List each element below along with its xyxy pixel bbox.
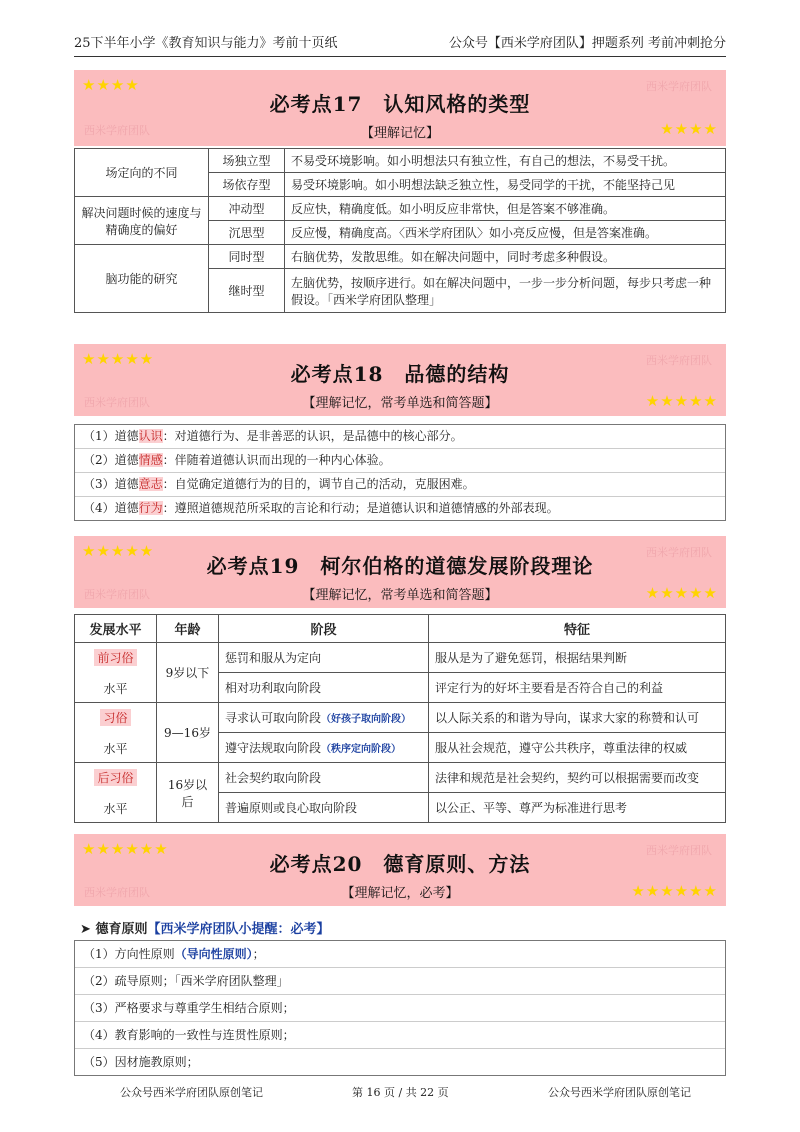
watermark-text: 西米学府团队	[646, 546, 712, 559]
stars-left: ★★★★	[82, 76, 140, 94]
stars-right: ★★★★★	[645, 584, 718, 602]
feature-cell: 以人际关系的和谐为导向，谋求大家的称赞和认可	[429, 703, 726, 733]
desc-cell: 右脑优势，发散思维。如在解决问题中，同时考虑多种假设。	[285, 245, 726, 269]
type-cell: 沉思型	[209, 221, 285, 245]
list-item: （4）道德行为：遵照道德规范所采取的言论和行动；是道德认识和道德情感的外部表现。	[83, 501, 559, 515]
stage-cell: 普遍原则或良心取向阶段	[219, 793, 429, 823]
watermark-text: 西米学府团队	[84, 124, 150, 137]
stars-right: ★★★★★★	[631, 882, 718, 900]
list-item: （4）教育影响的一致性与连贯性原则；	[75, 1022, 725, 1049]
section-title: 必考点19 柯尔伯格的道德发展阶段理论	[206, 554, 594, 578]
feature-cell: 评定行为的好坏主要看是否符合自己的利益	[429, 673, 726, 703]
type-cell: 冲动型	[209, 197, 285, 221]
list-item: （3）道德意志：自觉确定道德行为的目的，调节自己的活动，克服困难。	[75, 473, 725, 497]
stars-left: ★★★★★	[82, 542, 155, 560]
level-cell: 后习俗 水平	[75, 763, 157, 823]
list-item: （2）疏导原则；「西米学府团队整理」	[75, 968, 725, 995]
age-cell: 9岁以下	[157, 643, 219, 703]
col-header: 特征	[429, 615, 726, 643]
level-cell: 习俗 水平	[75, 703, 157, 763]
section-title: 必考点17 认知风格的类型	[269, 92, 531, 116]
type-cell: 同时型	[209, 245, 285, 269]
desc-cell: 反应快，精确度低。如小明反应非常快，但是答案不够准确。	[285, 197, 726, 221]
banner-sec19	[74, 536, 726, 608]
footer-right: 公众号西米学府团队原创笔记	[548, 1086, 691, 1099]
col-header: 阶段	[219, 615, 429, 643]
level-cell: 前习俗 水平	[75, 643, 157, 703]
header-right: 公众号【西米学府团队】押题系列 考前冲刺抢分	[448, 36, 726, 51]
banner-sec17	[74, 70, 726, 146]
desc-cell: 左脑优势，按顺序进行。如在解决问题中，一步一步分析问题，每步只考虑一种假设。「西米学府团队整理」	[285, 269, 726, 313]
banner-sec18	[74, 344, 726, 416]
watermark-text: 西米学府团队	[84, 886, 150, 899]
feature-cell: 以公正、平等、尊严为标准进行思考	[429, 793, 726, 823]
kohlberg-table	[74, 614, 726, 823]
footer-left: 公众号西米学府团队原创笔记	[120, 1086, 263, 1099]
section-subtitle: 【理解记忆，常考单选和简答题】	[302, 396, 498, 411]
stars-right: ★★★★	[660, 120, 718, 138]
age-cell: 9—16岁	[157, 703, 219, 763]
banner-sec20	[74, 834, 726, 906]
stage-cell: 遵守法规取向阶段（秩序定向阶段）	[219, 733, 429, 763]
moral-structure-box	[74, 424, 726, 521]
stars-left: ★★★★★★	[82, 840, 169, 858]
type-cell: 场独立型	[209, 149, 285, 173]
section-title: 必考点18 品德的结构	[290, 362, 510, 386]
list-item: （5）因材施教原则；	[83, 1055, 199, 1069]
list-item: （2）道德情感：伴随着道德认识而出现的一种内心体验。	[75, 449, 725, 473]
bullet-note: 【西米学府团队小提醒：必考】	[147, 922, 330, 937]
watermark-text: 西米学府团队	[646, 354, 712, 367]
cat-cell: 脑功能的研究	[75, 245, 209, 313]
stage-cell: 惩罚和服从为定向	[219, 643, 429, 673]
list-item: （1）方向性原则（导向性原则）；	[75, 941, 725, 968]
type-cell: 场依存型	[209, 173, 285, 197]
cat-cell: 场定向的不同	[75, 149, 209, 197]
section-title: 必考点20 德育原则、方法	[269, 852, 531, 876]
bullet-label: 德育原则	[95, 922, 148, 937]
feature-cell: 服从社会规范，遵守公共秩序，尊重法律的权威	[429, 733, 726, 763]
section-subtitle: 【理解记忆】	[360, 126, 439, 141]
arrow-bullet-icon: ➤	[80, 922, 91, 937]
stars-left: ★★★★★	[82, 350, 155, 368]
stage-cell: 相对功利取向阶段	[219, 673, 429, 703]
watermark-text: 西米学府团队	[646, 844, 712, 857]
feature-cell: 法律和规范是社会契约，契约可以根据需要而改变	[429, 763, 726, 793]
watermark-text: 西米学府团队	[646, 80, 712, 93]
bullet-heading	[80, 918, 329, 937]
section-subtitle: 【理解记忆，常考单选和简答题】	[302, 588, 498, 603]
page-header	[74, 34, 726, 57]
stars-right: ★★★★★	[645, 392, 718, 410]
desc-cell: 不易受环境影响。如小明想法只有独立性，有自己的想法，不易受干扰。	[285, 149, 726, 173]
watermark-text: 西米学府团队	[84, 396, 150, 409]
col-header: 发展水平	[75, 615, 157, 643]
list-item: （1）道德认识：对道德行为、是非善恶的认识，是品德中的核心部分。	[75, 425, 725, 449]
desc-cell: 反应慢，精确度高。〈西米学府团队〉如小亮反应慢，但是答案准确。	[285, 221, 726, 245]
cognitive-style-table	[74, 148, 726, 313]
type-cell: 继时型	[209, 269, 285, 313]
moral-principles-box	[74, 940, 726, 1076]
stage-cell: 社会契约取向阶段	[219, 763, 429, 793]
col-header: 年龄	[157, 615, 219, 643]
age-cell: 16岁以后	[157, 763, 219, 823]
page-number: 第 16 页 / 共 22 页	[352, 1086, 449, 1099]
cat-cell: 解决问题时候的速度与精确度的偏好	[75, 197, 209, 245]
watermark-text: 西米学府团队	[84, 588, 150, 601]
feature-cell: 服从是为了避免惩罚，根据结果判断	[429, 643, 726, 673]
stage-cell: 寻求认可取向阶段（好孩子取向阶段）	[219, 703, 429, 733]
list-item: （3）严格要求与尊重学生相结合原则；	[75, 995, 725, 1022]
header-left: 25下半年小学《教育知识与能力》考前十页纸	[74, 36, 338, 51]
desc-cell: 易受环境影响。如小明想法缺乏独立性，易受同学的干扰，不能坚持己见	[285, 173, 726, 197]
section-subtitle: 【理解记忆，必考】	[341, 886, 459, 901]
